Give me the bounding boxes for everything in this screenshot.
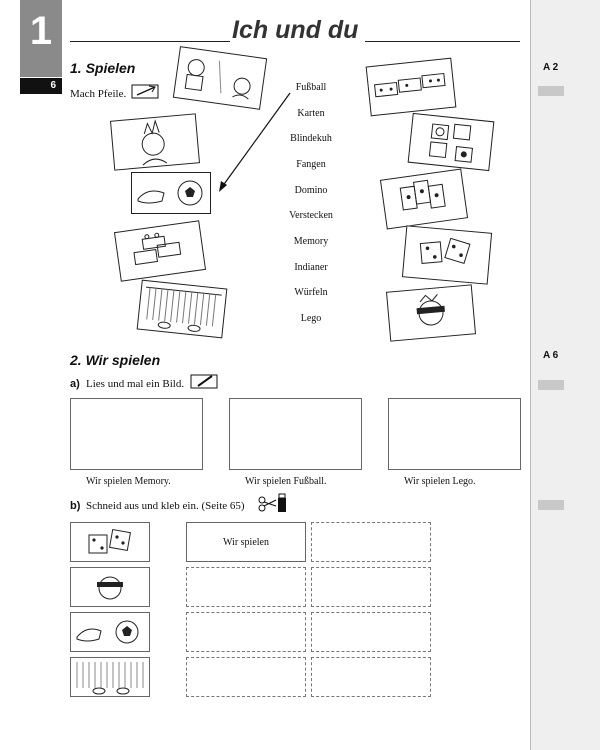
arrow-pencil-icon xyxy=(131,82,161,100)
drawing-box[interactable] xyxy=(229,398,362,470)
scissors-glue-icon xyxy=(256,492,290,514)
word-item: Fangen xyxy=(296,159,326,170)
drawing-pencil-icon xyxy=(190,372,220,390)
part-a-label: a) xyxy=(70,378,80,390)
word-item: Blindekuh xyxy=(290,133,332,144)
drawing-caption: Wir spielen Fußball. xyxy=(245,476,327,487)
paste-slot[interactable] xyxy=(186,612,306,652)
word-item: Karten xyxy=(297,108,325,119)
cut-picture-dice xyxy=(70,522,150,562)
title-rule-right xyxy=(365,41,520,42)
part-b-label: b) xyxy=(70,500,81,512)
cut-picture-blindfold xyxy=(70,567,150,607)
picture-card-dice xyxy=(402,225,492,284)
section-1-heading: 1. Spielen xyxy=(70,60,136,76)
paste-slot-filled xyxy=(186,522,306,562)
paste-slot[interactable] xyxy=(186,657,306,697)
cut-picture-curtain xyxy=(70,657,150,697)
part-b-instruction: Schneid aus und kleb ein. (Seite 65) xyxy=(86,500,245,512)
word-item: Lego xyxy=(300,313,322,324)
word-item: Würfeln xyxy=(294,287,328,298)
section-1-instruction: Mach Pfeile. xyxy=(70,88,127,100)
picture-card-football xyxy=(131,172,211,214)
drawing-caption: Wir spielen Lego. xyxy=(404,476,476,487)
drawing-box[interactable] xyxy=(388,398,521,470)
paste-slot[interactable] xyxy=(311,522,431,562)
picture-card-blind-mans-buff xyxy=(386,284,476,341)
drawing-caption: Wir spielen Memory. xyxy=(86,476,171,487)
picture-card-domino xyxy=(366,58,457,117)
picture-card-hide-and-seek xyxy=(173,46,267,110)
section-2-heading: 2. Wir spielen xyxy=(70,352,161,368)
margin-strip xyxy=(530,0,600,750)
margin-bar xyxy=(538,380,564,390)
drawing-box[interactable] xyxy=(70,398,203,470)
margin-bar xyxy=(538,500,564,510)
page-title: Ich und du xyxy=(232,16,359,44)
prefilled-text: Wir spielen xyxy=(223,536,269,548)
word-item: Memory xyxy=(293,236,329,247)
picture-card-lego xyxy=(114,220,206,281)
paste-slot[interactable] xyxy=(311,657,431,697)
margin-label-a6: A 6 xyxy=(543,350,559,361)
chapter-number-tab: 1 xyxy=(20,0,62,77)
paste-slot[interactable] xyxy=(186,567,306,607)
picture-card-cards xyxy=(380,169,468,230)
cut-picture-football xyxy=(70,612,150,652)
paste-slot[interactable] xyxy=(311,567,431,607)
part-a-instruction: Lies und mal ein Bild. xyxy=(86,378,185,390)
margin-label-a2: A 2 xyxy=(543,62,559,73)
picture-card-curtain xyxy=(137,280,228,339)
paste-slot[interactable] xyxy=(311,612,431,652)
word-item: Fußball xyxy=(295,82,327,93)
word-item: Indianer xyxy=(294,262,328,273)
page-number-tab: 6 xyxy=(20,78,62,94)
picture-card-indian xyxy=(110,113,200,170)
picture-card-memory xyxy=(408,113,495,171)
word-item: Domino xyxy=(294,185,328,196)
word-item: Verstecken xyxy=(289,210,333,221)
title-rule-left xyxy=(70,41,230,42)
margin-bar xyxy=(538,86,564,96)
